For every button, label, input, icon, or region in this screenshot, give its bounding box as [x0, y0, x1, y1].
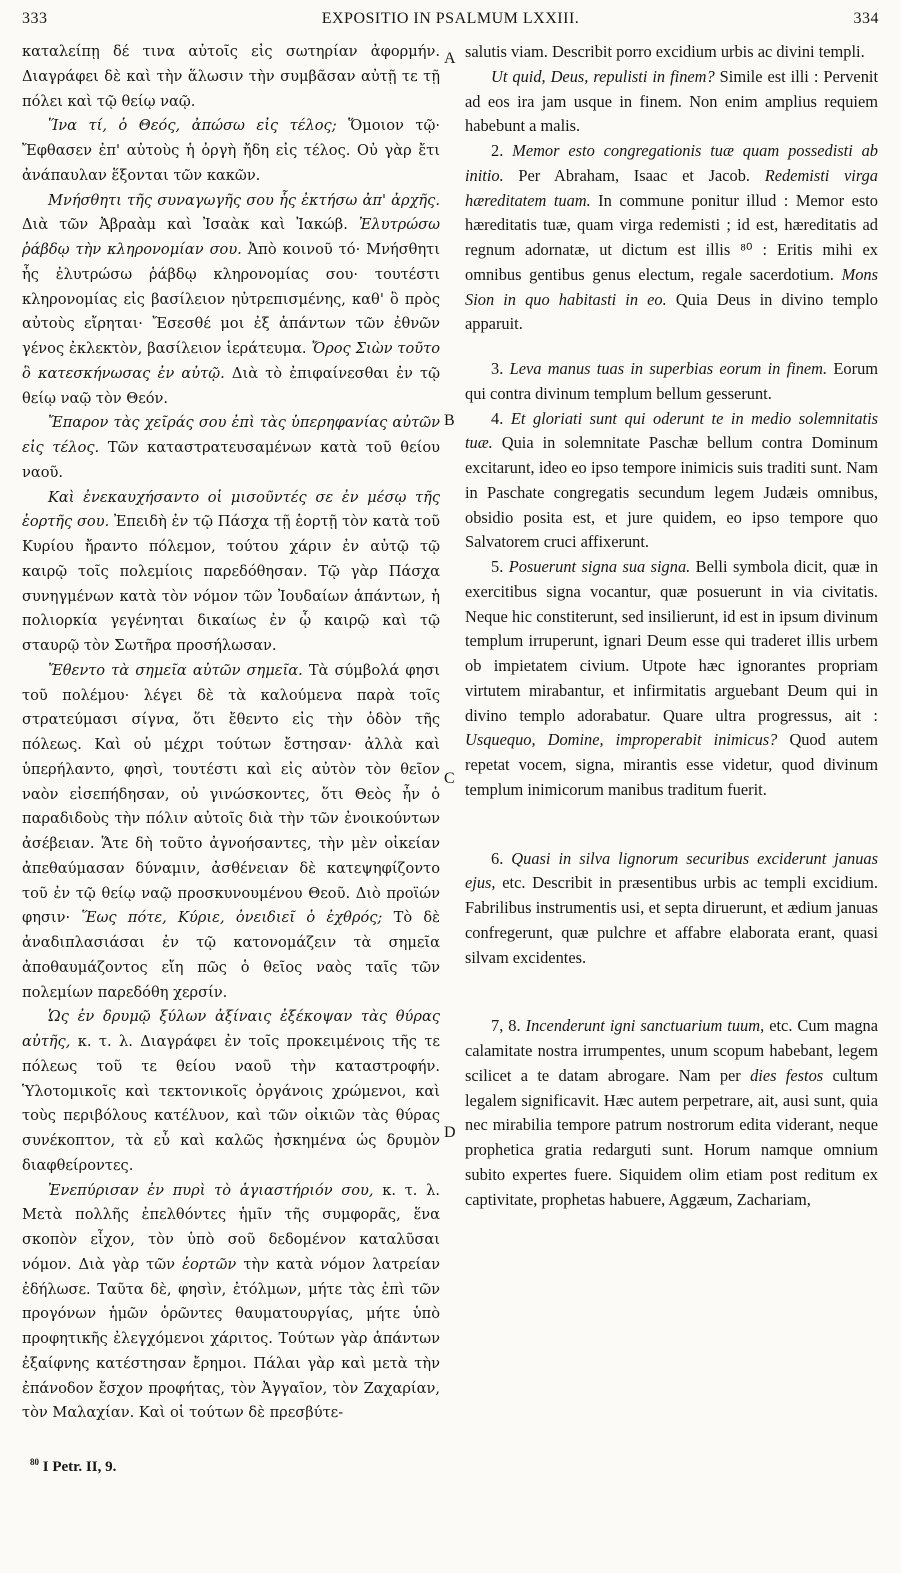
- lemma-text: Et gloriati sunt qui oderunt te in medio solemnitatis tuæ.: [465, 408, 878, 453]
- commentary-text: Διὰ τῶν Ἀβραὰμ καὶ Ἰσαὰκ καὶ Ἰακώβ.: [22, 216, 359, 234]
- latin-column: [465, 40, 878, 1212]
- lemma-text: Ὄρος Σιὼν τοῦτο ὃ κατεσκήνωσας ἐν αὐτῷ.: [22, 340, 440, 382]
- paragraph: [22, 40, 440, 114]
- lemma-text: Mons Sion in quo habitasti in eo.: [465, 264, 878, 309]
- lemma-text: dies festos: [750, 1065, 824, 1085]
- commentary-text: Ἐπειδὴ ἐν τῷ Πάσχα τῇ ἑορτῇ τὸν κατὰ τοῦ Κυρίου ἤραντο πόλεμον, τούτου χάριν ἐν αὐτῷ τῷ καιρῷ τοῖς πολεμίοις παρεδόθησαν. Τῷ γὰρ Πάσχα συνηγμένων κατὰ τὸν νόμον τῶν Ἰουδαίων ἁπάντων, ἡ πολιορκία γεγένηται δικαίως ἐν ᾧ καιρῷ καὶ τῷ σταυρῷ τὸν Σωτῆρα προσήλωσαν.: [22, 513, 440, 654]
- commentary-text: Ὅμοιον τῷ· Ἔφθασεν ἐπ' αὐτοὺς ἡ ὀργὴ ἤδη εἰς τέλος. Οὐ γὰρ ἔτι ἀνάπαυλαν ἕξονται τῶν κακῶν.: [22, 117, 440, 184]
- commentary-text: cultum legalem significavit. Hæc autem perpetrare, ait, ausi sunt, quia nec mirabilia tempore patrum nostrorum edita viderant, neque prophetica gratia redarguti sunt. Horum namque omnium subito expertes fuere. Siquidem olim etiam post reditum ex captivitate, prophetas habuere, Aggæum, Zachariam,: [465, 1065, 879, 1209]
- commentary-text: 3.: [491, 359, 510, 378]
- paragraph: [465, 357, 878, 407]
- paragraph: [22, 1005, 440, 1178]
- lemma-text: Ἕως πότε, Κύριε, ὀνειδιεῖ ὁ ἐχθρός;: [81, 909, 383, 927]
- lemma-text: ἑορτῶν: [182, 1255, 237, 1273]
- commentary-text: Quia in solemnitate Paschæ bellum contra Dominum excitarunt, ideo eo ipso tempore inimicis suis traditi sunt. Nam in Paschate congregatis secundum legem Judæis omnibus, obsidio posita est, et jure quidem, eo ipso tempore quo Salvatorem cruci affixerunt.: [465, 433, 878, 552]
- lemma-text: Incenderunt igni sanctuarium tuum,: [525, 1016, 765, 1036]
- margin-marker-b: B: [444, 412, 455, 429]
- paragraph: [22, 189, 440, 412]
- paragraph: [22, 486, 440, 659]
- commentary-text: τὴν κατὰ νόμον λατρείαν ἐδήλωσε. Ταῦτα δὲ, φησὶν, ἐτόλμων, μήτε τὰς ἐπὶ τῶν προγόνων ἡμῶν ὁρῶντες θαυματουργίας, μήτε ὑπὸ προφητικῆς ἐλεγχόμενοι χάριτος. Τούτων γὰρ ἁπάντων ἐξαίφνης κατέστησαν ἔρημοι. Πάλαι γὰρ καὶ μετὰ τὴν ἐπάνοδον ἔσχον προφήτας, τὸν Ἀγγαῖον, τὸν Ζαχαρίαν, τὸν Μαλαχίαν. Καὶ οἱ τούτων δὲ πρεσβύτε-: [22, 1255, 440, 1422]
- lemma-text: Ἵνα τί, ὁ Θεός, ἀπώσω εἰς τέλος;: [48, 117, 337, 135]
- commentary-text: Per Abraham, Isaac et Jacob.: [503, 165, 765, 185]
- commentary-text: 5.: [491, 557, 509, 576]
- running-header: [22, 10, 879, 36]
- paragraph: [465, 65, 878, 139]
- margin-marker-c: C: [444, 770, 455, 787]
- paragraph: [22, 114, 440, 188]
- commentary-text: Τὰ σύμβολά φησι τοῦ πολέμου· λέγει δὲ τὰ καλούμενα παρὰ τοῖς στρατεύμασι σίγνα, ὅτι ἔθεντο εἰς τὴν ὁδὸν τῆς πόλεως. Καὶ οὐ μέχρι τούτων ἔστησαν· ἀλλὰ καὶ ὑπερήλαντο, φησὶ, τουτέστι καὶ εἰς αὐτὸν τὸν θεῖον ναὸν εἰσεπήδησαν, οὐ γινώσκοντες, ὅτι Θεὸς ἦν ὁ παραδιδοὺς τὴν πόλιν αὐτοῖς διὰ τὴν τῶν ἐνοικούντων ἀσέβειαν. Ἅτε δὴ τοῦτο ἀγνοήσαντες, τὴν μὲν οἰκείαν ἀπεθαύμασαν δύναμιν, ἀσθένειαν δὲ κατεψηφίζοντο τοῦ ἐν τῷ θείῳ ναῷ προσκυνουμένου Θεοῦ. Διὸ προϊών φησιν·: [22, 661, 440, 927]
- lemma-text: Ἐνεπύρισαν ἐν πυρὶ τὸ ἁγιαστήριόν σου,: [48, 1181, 374, 1199]
- paragraph: [465, 40, 878, 65]
- commentary-text: Τὸ δὲ ἀναδιπλασιάσαι ἐν τῷ κατονομάζειν τὰ σημεῖα ἀποθαυμάζοντος εἴη πῶς ὁ θεῖος ναὸς ταῖς τῶν πολεμίων παρεδόθη χερσίν.: [22, 909, 441, 1001]
- commentary-text: Διὰ τὸ ἐπιφαίνεσθαι ἐν τῷ θείῳ ναῷ τὸν Θεόν.: [22, 364, 441, 407]
- commentary-text: In commune ponitur illud : Memor esto hæreditatis tuæ, quam virga redemisti ; id est, hæreditatis ad regnum adornatæ, ut dictum est illis ⁸⁰ : Eritis mihi ex omnibus gentibus genus electum, regale sacerdotium.: [465, 190, 878, 284]
- paragraph: [465, 139, 878, 337]
- paragraph: [22, 659, 440, 1006]
- lemma-text: Ὡς ἐν δρυμῷ ξύλων ἀξίναις ἐξέκοψαν τὰς θύρας αὐτῆς,: [22, 1008, 440, 1050]
- commentary-text: Eorum qui contra divinum templum bellum gesserunt.: [465, 359, 879, 403]
- commentary-text: Quia Deus in divino templo apparuit.: [465, 289, 879, 334]
- paragraph: [465, 555, 878, 803]
- footnote-text: I Petr. II, 9.: [39, 1459, 117, 1475]
- commentary-text: Simile est illi : Pervenit ad eos ira jam usque in finem. Non enim amplius requiem habebunt a malis.: [465, 66, 878, 136]
- commentary-text: 6.: [491, 848, 512, 868]
- paragraph: [22, 411, 440, 485]
- lemma-text: Usquequo, Domine, improperabit inimicus?: [465, 730, 778, 750]
- lemma-text: Redemisti virga hæreditatem tuam.: [465, 165, 878, 210]
- lemma-text: Memor esto congregationis tuæ quam possedisti ab initio.: [465, 141, 879, 185]
- lemma-text: Ἐλυτρώσω ῥάβδῳ τὴν κληρονομίαν σου.: [22, 216, 440, 258]
- commentary-text: salutis viam. Describit porro excidium urbis ac divini templi.: [465, 42, 865, 61]
- running-title: EXPOSITIO IN PSALMUM LXXIII.: [321, 10, 580, 27]
- lemma-text: Ἔθεντο τὰ σημεῖα αὐτῶν σημεῖα.: [48, 661, 303, 679]
- greek-column: [22, 40, 440, 1426]
- page-number-right: 334: [853, 10, 879, 27]
- lemma-text: Ἔπαρον τὰς χεῖράς σου ἐπὶ τὰς ὑπερηφανίας αὐτῶν εἰς τέλος.: [22, 414, 440, 456]
- commentary-text: 4.: [491, 408, 511, 428]
- lemma-text: Leva manus tuas in superbias eorum in finem.: [509, 359, 828, 378]
- lemma-text: Quasi in silva lignorum securibus exciderunt januas ejus,: [465, 848, 878, 893]
- commentary-text: κ. τ. λ. Διαγράφει ἐν τοῖς προκειμένοις τῆς τε πόλεως τοῦ τε θείου ναοῦ τὴν καταστροφήν. Ὑλοτομικοῖς καὶ τεκτονικοῖς ὀργάνοις χρώμενοι, καὶ τοὺς περιβόλους κατέλυον, καὶ τῶν οἰκιῶν τὰς θύρας συνέκοπτον, τὰ εὖ καὶ καλῶς ἠσκημένα ὡς δρυμὸν διαφθείροντες.: [22, 1033, 440, 1174]
- lemma-text: Ut quid, Deus, repulisti in finem?: [491, 66, 715, 86]
- commentary-text: Ἀπὸ κοινοῦ τό· Μνήσθητι ἧς ἐλυτρώσω ῥάβδῳ κληρονομίας σου· τουτέστι κληρονομίας εἰς βασίλειον ηὐτρεπισμένης, καθ' ὃ πρὸς αὐτοὺς εἴρηται· Ἔσεσθέ μοι ἐξ ἁπάντων τῶν ἐθνῶν γένος ἐκλεκτὸν, βασίλειον ἱεράτευμα.: [22, 241, 440, 357]
- lemma-text: Μνήσθητι τῆς συναγωγῆς σου ἧς ἐκτήσω ἀπ' ἀρχῆς.: [48, 191, 440, 209]
- margin-marker-d: D: [444, 1124, 456, 1141]
- lemma-text: Posuerunt signa sua signa.: [508, 557, 691, 576]
- paragraph: [465, 847, 878, 971]
- paragraph: [465, 407, 878, 556]
- margin-marker-a: A: [444, 50, 456, 67]
- commentary-text: Belli symbola dicit, quæ in exercitibus signa vocantur, quæ posuerunt in via civitatis. Neque hic constiterunt, sed insilierunt, id est in ipsum divinum templum irruperunt, ignari Deum esse qui traderet illis urbem ob impietatem civium. Utpote hæc ignorantes propriam virtutem mirabantur, et infirmitatis arguebant Deum qui in divino templo adorabatur. Quare ultra progressus, ait :: [465, 557, 879, 725]
- commentary-text: 7, 8.: [491, 1016, 526, 1036]
- commentary-text: etc. Describit in præsentibus urbis ac templi excidium. Fabrilibus instrumentis usi, et septa diruerunt, et ædium januas confregerunt, quæ pulchre et affabre elaborata erant, quasi silvam excidentes.: [465, 873, 878, 967]
- footnote-mark: 80: [30, 1457, 39, 1467]
- commentary-text: etc. Cum magna calamitate nostra irrumpentes, unum scopum habebant, legem scilicet a te datam abrogare. Nam per: [465, 1016, 879, 1085]
- footnote: [30, 1457, 116, 1476]
- commentary-text: Τῶν καταστρατευσαμένων κατὰ τοῦ θείου ναοῦ.: [22, 439, 441, 481]
- paragraph: [465, 1014, 878, 1212]
- commentary-text: 2.: [491, 141, 513, 160]
- commentary-text: κ. τ. λ. Μετὰ πολλῆς ἐπελθόντες ἡμῖν τῆς συμφορᾶς, ἕνα σκοπὸν εἶχον, τὸν ὑπὸ σοῦ δεδομένον καταλῦσαι νόμον. Διὰ γὰρ τῶν: [22, 1181, 441, 1273]
- page-number-left: 333: [22, 10, 48, 27]
- lemma-text: Καὶ ἐνεκαυχήσαντο οἱ μισοῦντές σε ἐν μέσῳ τῆς ἑορτῆς σου.: [22, 488, 440, 531]
- commentary-text: Quod autem repetat vocem, signa, mirantis esse videtur, quod divinum templum inimicorum manibus traditum fuerit.: [465, 730, 878, 799]
- paragraph: [22, 1179, 440, 1427]
- commentary-text: καταλείπῃ δέ τινα αὐτοῖς εἰς σωτηρίαν ἀφορμήν. Διαγράφει δὲ καὶ τὴν ἅλωσιν τὴν συμβᾶσαν αὐτῇ τε τῇ πόλει καὶ τῷ θείῳ ναῷ.: [22, 43, 440, 110]
